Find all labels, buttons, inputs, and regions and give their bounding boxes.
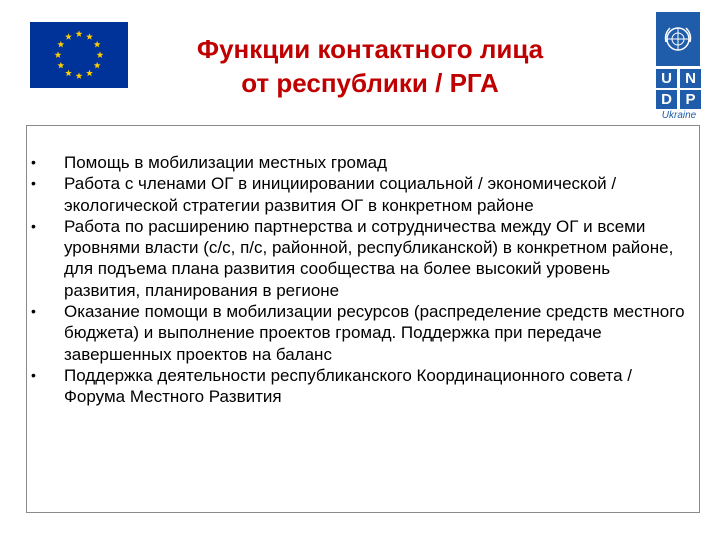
- bullet-list: [27, 152, 699, 408]
- bullet-item: [27, 173, 699, 216]
- title-line-2: от республики / РГА: [241, 68, 499, 98]
- bullet-mark: •: [31, 154, 36, 170]
- eu-star-icon: [86, 33, 93, 40]
- bullet-item: [27, 152, 699, 173]
- un-emblem-icon: [656, 12, 700, 66]
- eu-star-icon: [57, 41, 64, 48]
- bullet-item: [27, 365, 699, 408]
- undp-letter-n: N: [680, 69, 701, 88]
- eu-star-icon: [94, 41, 101, 48]
- eu-star-icon: [65, 33, 72, 40]
- bullet-mark: •: [31, 303, 36, 320]
- bullet-text: Оказание помощи в мобилизации ресурсов (распределение средств местного бюджета) и выполнение проектов громад. Поддержка при передаче завершенных проектов на баланс: [64, 302, 685, 364]
- undp-logo: [656, 12, 704, 121]
- eu-star-icon: [76, 72, 83, 79]
- title-line-1: Функции контактного лица: [196, 34, 544, 64]
- eu-star-icon: [57, 62, 64, 69]
- bullet-item: [27, 216, 699, 301]
- eu-star-icon: [94, 62, 101, 69]
- page-title: [150, 32, 590, 100]
- bullet-text: Поддержка деятельности республиканского Координационного совета / Форума Местного Развития: [64, 365, 632, 407]
- undp-letter-p: P: [680, 90, 701, 109]
- bullet-text: Помощь в мобилизации местных громад: [64, 153, 388, 172]
- eu-star-icon: [97, 51, 104, 58]
- eu-flag-logo: [30, 22, 128, 88]
- eu-star-icon: [55, 51, 62, 58]
- eu-stars-icon: [30, 22, 128, 88]
- bullet-mark: •: [31, 175, 36, 192]
- bullet-item: [27, 301, 699, 365]
- undp-letter-u: U: [656, 69, 677, 88]
- eu-star-icon: [65, 70, 72, 77]
- bullet-mark: •: [31, 366, 36, 383]
- undp-country-label: Ukraine: [661, 110, 697, 121]
- content-box: [26, 125, 700, 513]
- undp-letter-d: D: [656, 90, 677, 109]
- bullet-text: Работа с членами ОГ в инициировании социальной / экономической / экологической стратегии развития ОГ в конкретном районе: [64, 174, 617, 215]
- bullet-text: Работа по расширению партнерства и сотрудничества между ОГ и всеми уровнями власти (с/с, п/с, районной, республиканской) в конкретном районе, для подъема плана развития сообщества на более высокий уровень развития, планирования в регионе: [64, 216, 674, 300]
- eu-star-icon: [86, 70, 93, 77]
- eu-star-icon: [76, 30, 83, 37]
- bullet-mark: •: [31, 217, 36, 234]
